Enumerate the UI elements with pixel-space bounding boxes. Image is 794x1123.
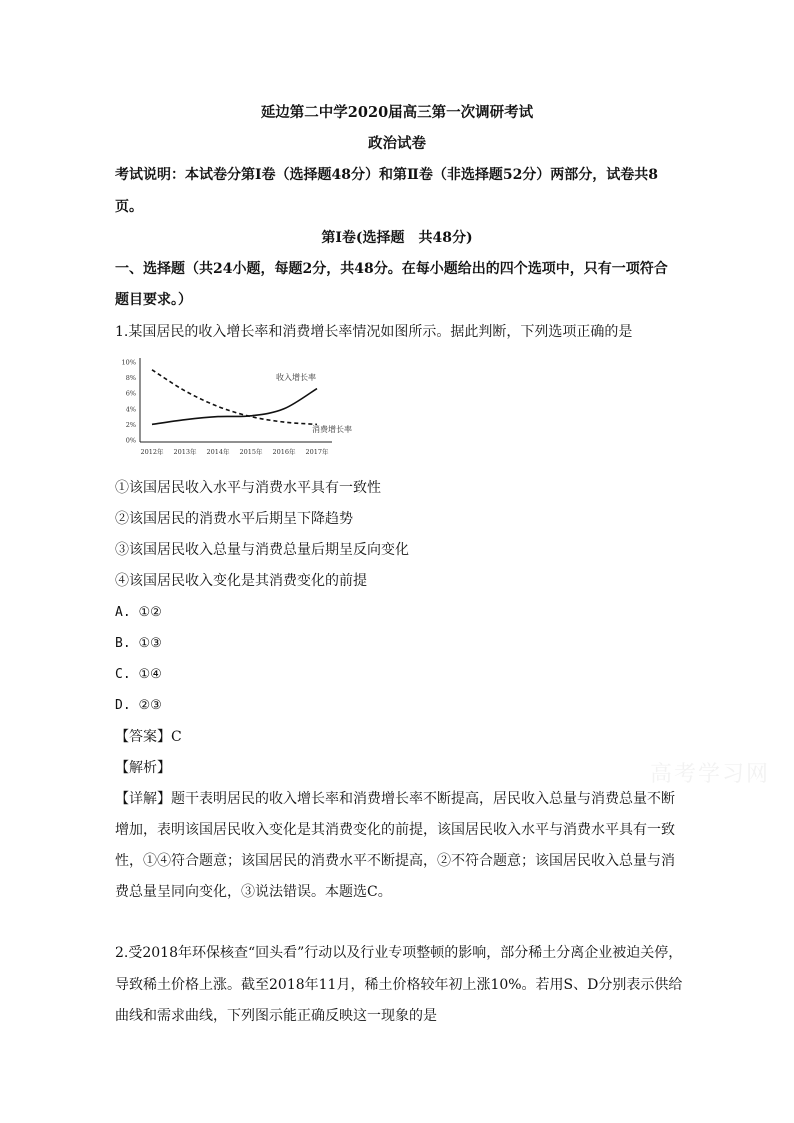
x-tick-label: 2016年	[272, 448, 296, 456]
consumption-growth-label: 消费增长率	[312, 425, 352, 434]
section-heading: 第Ⅰ卷(选择题 共48分)	[321, 230, 473, 246]
x-tick-label: 2013年	[173, 448, 197, 456]
y-tick-label: 2%	[125, 420, 136, 429]
y-tick-label: 6%	[125, 389, 136, 398]
q1-option-d: D. ②③	[115, 698, 162, 713]
q1-statement-4: ④该国居民收入变化是其消费变化的前提	[115, 573, 367, 589]
q1-explanation-line-3: 性，①④符合题意；该国居民的消费水平不断提高，②不符合题意；该国居民收入总量与消	[115, 853, 675, 869]
x-tick-label: 2015年	[239, 448, 263, 456]
income-growth-line	[152, 389, 317, 425]
q1-option-a: A. ①②	[115, 605, 162, 620]
section-intro-line-2: 题目要求。）	[115, 292, 192, 308]
y-tick-label: 8%	[125, 374, 136, 383]
x-tick-labels	[140, 447, 329, 456]
q1-option-c: C. ①④	[115, 667, 162, 682]
q1-analysis-label: 【解析】	[115, 760, 171, 776]
q1-statement-3: ③该国居民收入总量与消费总量后期呈反向变化	[115, 542, 409, 558]
page-subtitle: 政治试卷	[368, 135, 426, 152]
q2-line-3: 曲线和需求曲线，下列图示能正确反映这一现象的是	[115, 1008, 437, 1024]
watermark: 高考学习网	[650, 762, 771, 787]
x-tick-label: 2017年	[305, 448, 329, 456]
section-intro-line-1: 一、选择题（共24小题，每题2分，共48分。在每小题给出的四个选项中，只有一项符合	[115, 261, 668, 277]
growth-rate-chart	[110, 350, 370, 462]
x-tick-label: 2014年	[206, 448, 230, 456]
q1-option-b: B. ①③	[115, 636, 162, 651]
exam-instructions-cont: 页。	[115, 199, 143, 215]
q2-line-1: 2.受2018年环保核查“回头看”行动以及行业专项整顿的影响，部分稀土分离企业被迫关停，	[115, 945, 683, 961]
q1-explanation-line-4: 费总量呈同向变化，③说法错误。本题选C。	[115, 884, 392, 900]
y-tick-label: 4%	[125, 405, 136, 414]
y-tick-labels	[122, 359, 136, 445]
q1-statement-2: ②该国居民的消费水平后期呈下降趋势	[115, 511, 353, 527]
x-tick-label: 2012年	[140, 448, 164, 456]
q2-line-2: 导致稀土价格上涨。截至2018年11月，稀土价格较年初上涨10%。若用S、D分别表示供给	[115, 977, 683, 993]
q1-answer: 【答案】C	[115, 729, 182, 745]
question-1-stem: 1.某国居民的收入增长率和消费增长率情况如图所示。据此判断，下列选项正确的是	[115, 324, 633, 340]
q1-explanation-line-2: 增加，表明该国居民收入变化是其消费变化的前提，该国居民收入水平与消费水平具有一致	[115, 822, 675, 838]
page-title: 延边第二中学2020届高三第一次调研考试	[260, 104, 534, 121]
y-tick-label: 10%	[121, 358, 136, 367]
q1-statement-1: ①该国居民收入水平与消费水平具有一致性	[115, 480, 381, 496]
income-growth-label: 收入增长率	[276, 373, 316, 382]
y-tick-label: 0%	[125, 436, 136, 445]
exam-instructions: 考试说明：本试卷分第Ⅰ卷（选择题48分）和第Ⅱ卷（非选择题52分）两部分，试卷共8	[115, 167, 659, 183]
q1-explanation-line-1: 【详解】题干表明居民的收入增长率和消费增长率不断提高，居民收入总量与消费总量不断	[115, 791, 675, 807]
